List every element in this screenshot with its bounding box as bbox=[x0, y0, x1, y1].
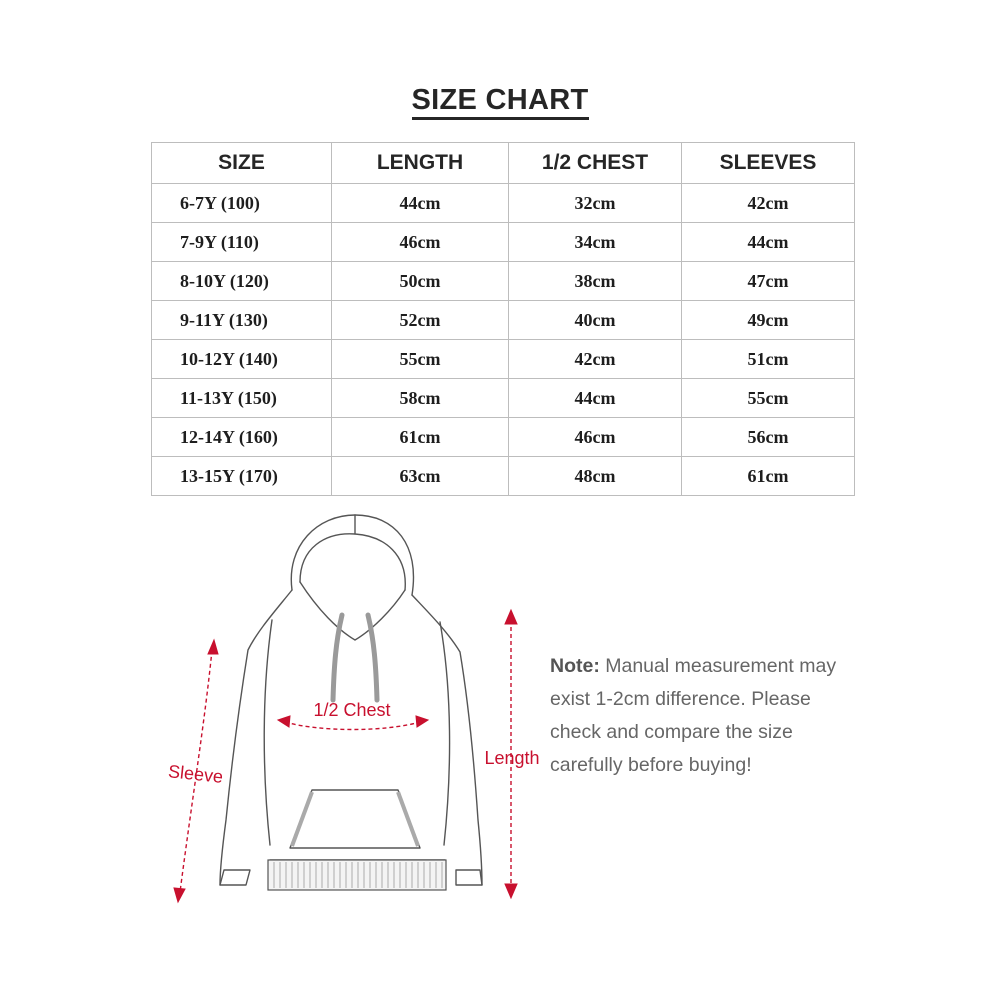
column-header-length: LENGTH bbox=[332, 143, 509, 184]
sleeves-cell: 61cm bbox=[682, 457, 855, 496]
size-cell: 12-14Y (160) bbox=[152, 418, 332, 457]
chest-cell: 42cm bbox=[509, 340, 682, 379]
table-row bbox=[152, 301, 855, 340]
chest-cell: 40cm bbox=[509, 301, 682, 340]
size-cell: 11-13Y (150) bbox=[152, 379, 332, 418]
hoodie-diagram bbox=[150, 510, 550, 920]
size-cell: 9-11Y (130) bbox=[152, 301, 332, 340]
length-cell: 50cm bbox=[332, 262, 509, 301]
hoodie-drawstrings bbox=[333, 615, 377, 700]
note-line-1 bbox=[550, 650, 860, 683]
sleeves-cell: 44cm bbox=[682, 223, 855, 262]
length-cell: 55cm bbox=[332, 340, 509, 379]
length-cell: 52cm bbox=[332, 301, 509, 340]
length-cell: 61cm bbox=[332, 418, 509, 457]
length-cell: 63cm bbox=[332, 457, 509, 496]
note-text-1: Manual measurement may bbox=[605, 655, 837, 677]
sleeves-cell: 47cm bbox=[682, 262, 855, 301]
table-row bbox=[152, 340, 855, 379]
sleeves-cell: 55cm bbox=[682, 379, 855, 418]
sleeves-cell: 51cm bbox=[682, 340, 855, 379]
pocket-trim bbox=[292, 792, 418, 846]
note-line-3: check and compare the size bbox=[550, 721, 793, 743]
size-cell: 10-12Y (140) bbox=[152, 340, 332, 379]
table-row bbox=[152, 223, 855, 262]
note-label: Note: bbox=[550, 655, 600, 677]
sleeve-label: Sleeve bbox=[167, 761, 225, 787]
table-header-row bbox=[152, 143, 855, 184]
sleeves-cell: 42cm bbox=[682, 184, 855, 223]
size-table bbox=[151, 142, 855, 496]
chest-cell: 38cm bbox=[509, 262, 682, 301]
sleeves-cell: 49cm bbox=[682, 301, 855, 340]
table-row bbox=[152, 379, 855, 418]
length-label: Length bbox=[484, 748, 540, 768]
table-row bbox=[152, 262, 855, 301]
note-line-2: exist 1-2cm difference. Please bbox=[550, 688, 811, 710]
table-row bbox=[152, 418, 855, 457]
measurement-note bbox=[550, 650, 860, 782]
table-row bbox=[152, 457, 855, 496]
length-cell: 58cm bbox=[332, 379, 509, 418]
chest-label: 1/2 Chest bbox=[313, 700, 391, 720]
size-cell: 8-10Y (120) bbox=[152, 262, 332, 301]
column-header-size: SIZE bbox=[152, 143, 332, 184]
length-cell: 44cm bbox=[332, 184, 509, 223]
size-cell: 7-9Y (110) bbox=[152, 223, 332, 262]
size-cell: 13-15Y (170) bbox=[152, 457, 332, 496]
chest-cell: 48cm bbox=[509, 457, 682, 496]
chest-cell: 44cm bbox=[509, 379, 682, 418]
size-chart-title-text: SIZE CHART bbox=[412, 84, 589, 120]
size-chart-title bbox=[0, 84, 1000, 117]
hoodie-ribbing bbox=[268, 860, 446, 890]
chest-cell: 46cm bbox=[509, 418, 682, 457]
size-cell: 6-7Y (100) bbox=[152, 184, 332, 223]
note-line-4: carefully before buying! bbox=[550, 754, 752, 776]
table-row bbox=[152, 184, 855, 223]
chest-cell: 34cm bbox=[509, 223, 682, 262]
sleeves-cell: 56cm bbox=[682, 418, 855, 457]
chest-cell: 32cm bbox=[509, 184, 682, 223]
column-header-chest: 1/2 CHEST bbox=[509, 143, 682, 184]
length-cell: 46cm bbox=[332, 223, 509, 262]
column-header-sleeves: SLEEVES bbox=[682, 143, 855, 184]
